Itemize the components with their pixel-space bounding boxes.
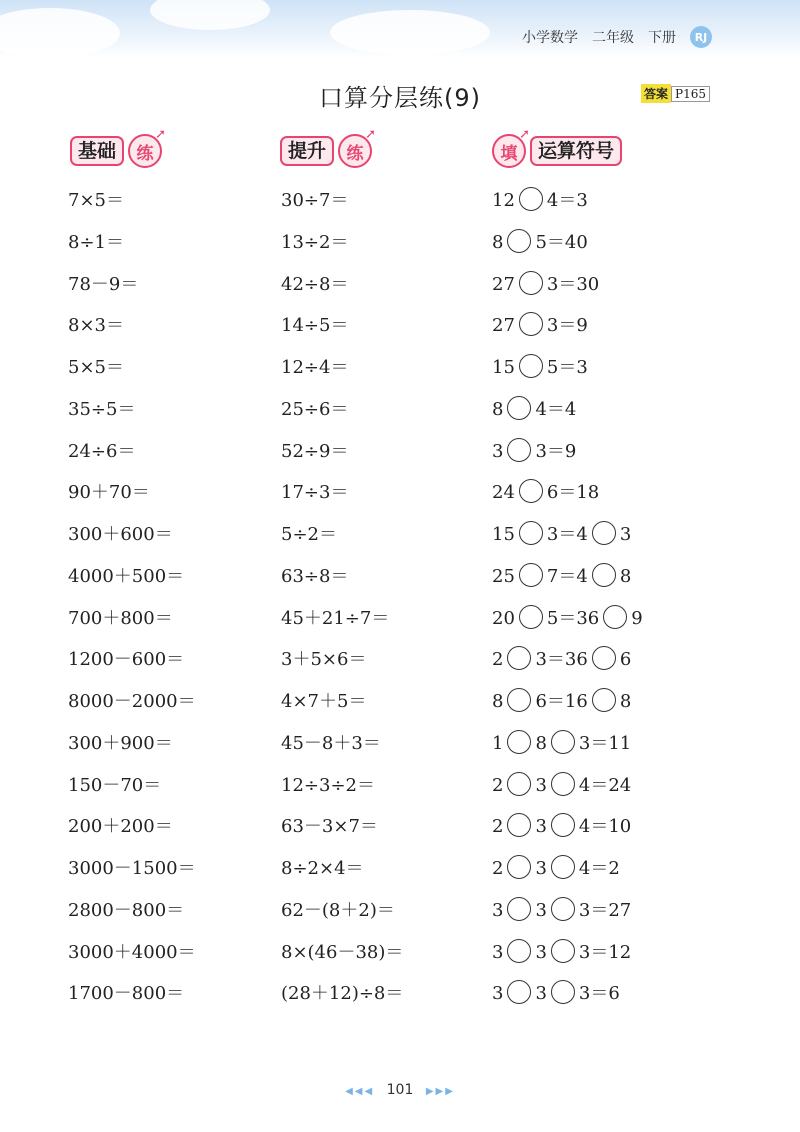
number-text: 8 [535, 732, 547, 754]
operator-problem-row [492, 472, 643, 514]
problem-row: 52÷9＝ [281, 440, 349, 462]
operator-blank[interactable] [519, 563, 543, 587]
number-text: 6＝18 [546, 482, 600, 504]
problem-row: 8×(46－38)＝ [281, 941, 404, 963]
problem-row: 2800－800＝ [68, 899, 185, 921]
number-text: 3＝6 [578, 983, 620, 1005]
answer-page: P165 [671, 86, 710, 102]
number-text: 3 [535, 941, 547, 963]
number-text: 24 [492, 482, 515, 504]
problem-row: 5÷2＝ [281, 524, 337, 545]
problem-row: 4×7＋5＝ [281, 691, 367, 712]
operator-blank[interactable] [519, 521, 543, 545]
number-text: 8 [619, 691, 632, 712]
operator-blank[interactable] [519, 312, 543, 336]
number-text: 4＝2 [578, 858, 620, 879]
problem-row: 42÷8＝ [281, 273, 349, 295]
operator-blank[interactable] [551, 897, 575, 921]
operator-blank[interactable] [507, 855, 531, 879]
number-text: 8 [619, 565, 632, 587]
number-text: 25 [492, 565, 515, 587]
number-text: 3＝11 [578, 732, 632, 754]
operator-problem-row [492, 431, 643, 473]
operator-blank[interactable] [592, 521, 616, 545]
number-text: 2 [492, 649, 504, 671]
advanced-column [281, 180, 403, 1015]
operator-blank[interactable] [551, 772, 575, 796]
operator-problem-row [492, 514, 643, 556]
operator-blank[interactable] [507, 438, 531, 462]
operator-blank[interactable] [507, 730, 531, 754]
book-info [522, 26, 712, 48]
problem-row: 150－70＝ [68, 774, 162, 796]
number-text: 2 [492, 816, 504, 838]
edition-badge: RJ [690, 26, 712, 48]
operator-blank[interactable] [507, 688, 531, 712]
subject-label: 小学数学 [522, 30, 578, 46]
problem-row: 4000＋500＝ [68, 565, 185, 587]
problem-row: 45＋21÷7＝ [281, 607, 390, 629]
operator-blank[interactable] [507, 939, 531, 963]
operator-blank[interactable] [592, 688, 616, 712]
number-text: 3＝12 [578, 941, 632, 963]
operator-problem-row [492, 890, 643, 932]
operator-blank[interactable] [519, 354, 543, 378]
number-text: 3 [492, 983, 504, 1005]
problem-row: 12÷4＝ [281, 357, 349, 378]
problem-row: 3000－1500＝ [68, 858, 196, 879]
number-text: 3 [492, 440, 504, 462]
fill-label: 运算符号 [530, 136, 622, 166]
problem-row: 63－3×7＝ [281, 816, 378, 838]
problem-row: 78－9＝ [68, 273, 139, 295]
operator-blank[interactable] [507, 980, 531, 1004]
operator-problem-row [492, 180, 643, 222]
number-text: 2 [492, 858, 504, 879]
fill-column [492, 180, 643, 1015]
problem-row: 7×5＝ [68, 190, 124, 211]
operator-blank[interactable] [519, 187, 543, 211]
operator-problem-row [492, 848, 643, 890]
problem-row: 30÷7＝ [281, 190, 349, 211]
problem-row: 1200－600＝ [68, 649, 185, 671]
operator-problem-row [492, 765, 643, 807]
operator-blank[interactable] [603, 605, 627, 629]
number-text: 3 [535, 774, 547, 796]
problem-row: 14÷5＝ [281, 315, 349, 337]
number-text: 27 [492, 273, 515, 295]
operator-blank[interactable] [592, 646, 616, 670]
fill-header [492, 127, 622, 168]
operator-blank[interactable] [507, 813, 531, 837]
problem-row: 300＋600＝ [68, 524, 173, 545]
page-title: 口算分层练(9) [319, 84, 481, 112]
number-text: 4＝3 [546, 190, 588, 211]
number-text: 3 [535, 899, 547, 921]
operator-problem-row [492, 389, 643, 431]
number-text: 15 [492, 524, 515, 545]
problem-row: 700＋800＝ [68, 607, 173, 629]
problem-row: 8000－2000＝ [68, 691, 196, 712]
left-arrows-icon: ◀◀◀ [345, 1086, 375, 1097]
number-text: 8 [492, 231, 504, 253]
operator-blank[interactable] [507, 229, 531, 253]
advanced-label: 提升 [280, 136, 334, 166]
problem-row: 200＋200＝ [68, 816, 173, 838]
operator-problem-row [492, 264, 643, 306]
operator-blank[interactable] [551, 980, 575, 1004]
operator-problem-row [492, 305, 643, 347]
operator-problem-row [492, 973, 643, 1015]
problem-row: 300＋900＝ [68, 732, 173, 754]
number-text: 12 [492, 190, 515, 211]
number-text: 9 [631, 607, 643, 629]
problem-row: 5×5＝ [68, 357, 124, 378]
answer-label: 答案 [641, 84, 671, 103]
number-text: 3＝36 [535, 649, 588, 671]
number-text: 15 [492, 357, 515, 378]
operator-blank[interactable] [592, 563, 616, 587]
number-text: 3 [535, 816, 547, 838]
number-text: 3＝4 [546, 524, 588, 545]
operator-blank[interactable] [551, 939, 575, 963]
number-text: 6 [619, 649, 632, 671]
operator-problem-row [492, 598, 643, 640]
operator-problem-row [492, 932, 643, 974]
number-text: 3＝9 [535, 440, 577, 462]
problem-row: 90＋70＝ [68, 482, 150, 504]
number-text: 5＝3 [546, 357, 588, 378]
number-text: 3 [535, 983, 547, 1005]
operator-blank[interactable] [507, 897, 531, 921]
fill-badge: 填 ➚ [492, 134, 526, 168]
number-text: 5＝36 [546, 607, 600, 629]
problem-row: 8×3＝ [68, 315, 124, 337]
basic-column [68, 180, 196, 1015]
number-text: 4＝24 [578, 774, 632, 796]
page-footer [0, 1082, 800, 1098]
basic-header [70, 127, 167, 168]
answer-reference [641, 84, 710, 103]
problem-row: 8÷1＝ [68, 231, 124, 253]
number-text: 3 [535, 858, 547, 879]
problem-row: 8÷2×4＝ [281, 858, 364, 879]
number-text: 3＝9 [546, 315, 588, 337]
operator-blank[interactable] [507, 772, 531, 796]
operator-blank[interactable] [519, 271, 543, 295]
number-text: 3 [492, 899, 504, 921]
operator-blank[interactable] [519, 605, 543, 629]
page-number: 101 [386, 1082, 414, 1098]
number-text: 4＝10 [578, 816, 632, 838]
operator-problem-row [492, 723, 643, 765]
number-text: 8 [492, 398, 504, 420]
arrow-icon: ➚ [155, 127, 167, 142]
problem-row: 1700－800＝ [68, 983, 185, 1005]
operator-blank[interactable] [551, 855, 575, 879]
problem-row: (28＋12)÷8＝ [281, 983, 404, 1005]
problem-row: 3＋5×6＝ [281, 649, 367, 671]
problem-row: 63÷8＝ [281, 565, 349, 587]
arrow-icon: ➚ [519, 127, 530, 142]
advanced-header [280, 127, 377, 168]
number-text: 6＝16 [535, 691, 588, 712]
practice-badge: 练 ➚ [128, 134, 162, 168]
number-text: 7＝4 [546, 565, 588, 587]
operator-blank[interactable] [551, 813, 575, 837]
operator-blank[interactable] [519, 479, 543, 503]
problem-row: 25÷6＝ [281, 398, 349, 420]
operator-problem-row [492, 639, 643, 681]
problem-row: 62－(8＋2)＝ [281, 899, 395, 921]
basic-label: 基础 [70, 136, 124, 166]
operator-problem-row [492, 347, 643, 389]
practice-badge: 练 ➚ [338, 134, 372, 168]
operator-blank[interactable] [507, 396, 531, 420]
problem-row: 17÷3＝ [281, 482, 349, 504]
problem-row: 13÷2＝ [281, 231, 349, 253]
operator-problem-row [492, 222, 643, 264]
operator-problem-row [492, 681, 643, 723]
number-text: 2 [492, 774, 504, 796]
number-text: 1 [492, 732, 504, 754]
number-text: 3＝27 [578, 899, 632, 921]
arrow-icon: ➚ [365, 127, 377, 142]
problem-row: 35÷5＝ [68, 398, 136, 420]
number-text: 20 [492, 607, 515, 629]
problem-row: 3000＋4000＝ [68, 941, 196, 963]
problem-row: 45－8＋3＝ [281, 732, 381, 754]
problem-row: 12÷3÷2＝ [281, 774, 375, 796]
problem-row: 24÷6＝ [68, 440, 136, 462]
operator-blank[interactable] [507, 646, 531, 670]
number-text: 3 [492, 941, 504, 963]
operator-problem-row [492, 806, 643, 848]
number-text: 5＝40 [535, 231, 588, 253]
number-text: 8 [492, 691, 504, 712]
operator-problem-row [492, 556, 643, 598]
number-text: 3 [619, 524, 632, 545]
volume-label: 下册 [648, 30, 676, 46]
number-text: 4＝4 [535, 398, 577, 420]
operator-blank[interactable] [551, 730, 575, 754]
number-text: 27 [492, 315, 515, 337]
right-arrows-icon: ▶▶▶ [425, 1086, 455, 1097]
grade-label: 二年级 [592, 30, 634, 46]
number-text: 3＝30 [546, 273, 600, 295]
